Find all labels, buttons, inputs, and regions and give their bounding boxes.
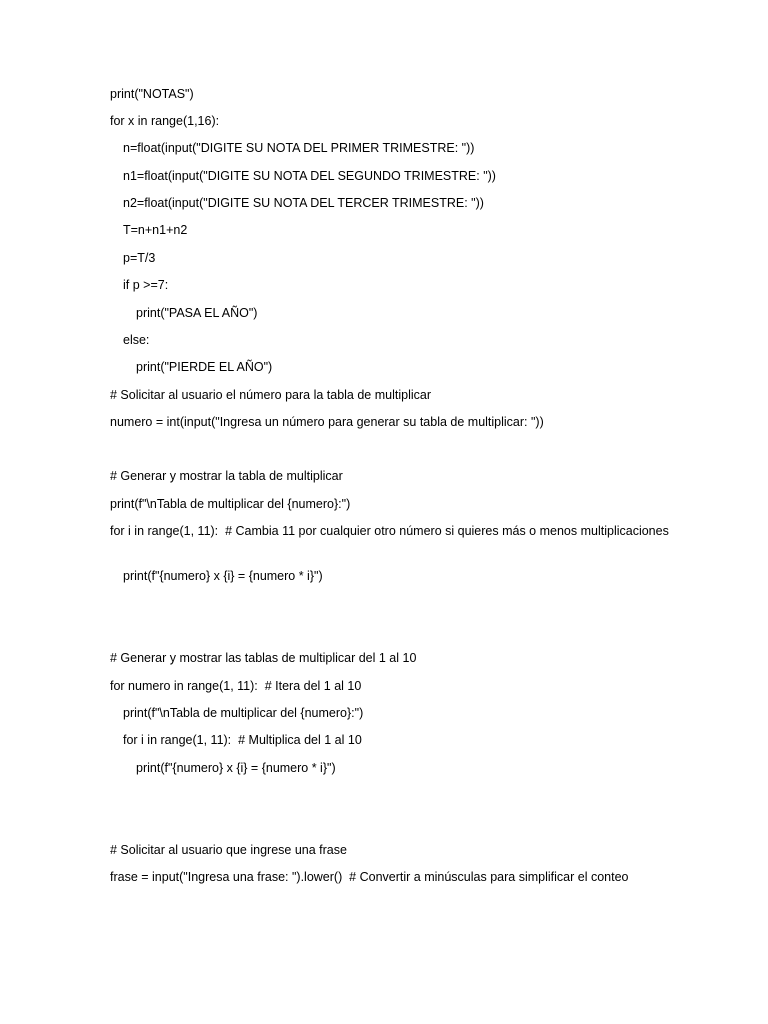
code-line: print("PIERDE EL AÑO") (136, 360, 273, 374)
code-line: print(f"{numero} x {i} = {numero * i}") (136, 761, 336, 775)
code-comment: # Generar y mostrar las tablas de multiplicar del 1 al 10 (110, 651, 417, 665)
code-line: if p >=7: (123, 278, 169, 292)
code-line: n2=float(input("DIGITE SU NOTA DEL TERCER TRIMESTRE: ")) (123, 196, 484, 210)
code-line: print(f"\nTabla de multiplicar del {numero}:") (110, 497, 351, 511)
code-line: for numero in range(1, 11): # Itera del 1 al 10 (110, 679, 362, 693)
code-line: print("PASA EL AÑO") (136, 306, 258, 320)
code-line: for i in range(1, 11): # Cambia 11 por cualquier otro número si quieres más o menos multiplicaciones (110, 524, 669, 538)
code-line: else: (123, 333, 150, 347)
code-line: p=T/3 (123, 251, 156, 265)
code-comment: # Solicitar al usuario que ingrese una frase (110, 843, 347, 857)
code-line: frase = input("Ingresa una frase: ").lower() # Convertir a minúsculas para simplificar el conteo (110, 870, 629, 884)
code-line: print(f"{numero} x {i} = {numero * i}") (123, 569, 323, 583)
code-line: for i in range(1, 11): # Multiplica del 1 al 10 (123, 733, 362, 747)
code-line: n=float(input("DIGITE SU NOTA DEL PRIMER TRIMESTRE: ")) (123, 141, 475, 155)
code-comment: # Solicitar al usuario el número para la tabla de multiplicar (110, 388, 431, 402)
code-line: for x in range(1,16): (110, 114, 220, 128)
code-line: print("NOTAS") (110, 87, 194, 101)
code-line: n1=float(input("DIGITE SU NOTA DEL SEGUNDO TRIMESTRE: ")) (123, 169, 496, 183)
code-comment: # Generar y mostrar la tabla de multiplicar (110, 469, 343, 483)
code-line: T=n+n1+n2 (123, 223, 188, 237)
code-line: print(f"\nTabla de multiplicar del {numero}:") (123, 706, 364, 720)
code-line: numero = int(input("Ingresa un número para generar su tabla de multiplicar: ")) (110, 415, 544, 429)
